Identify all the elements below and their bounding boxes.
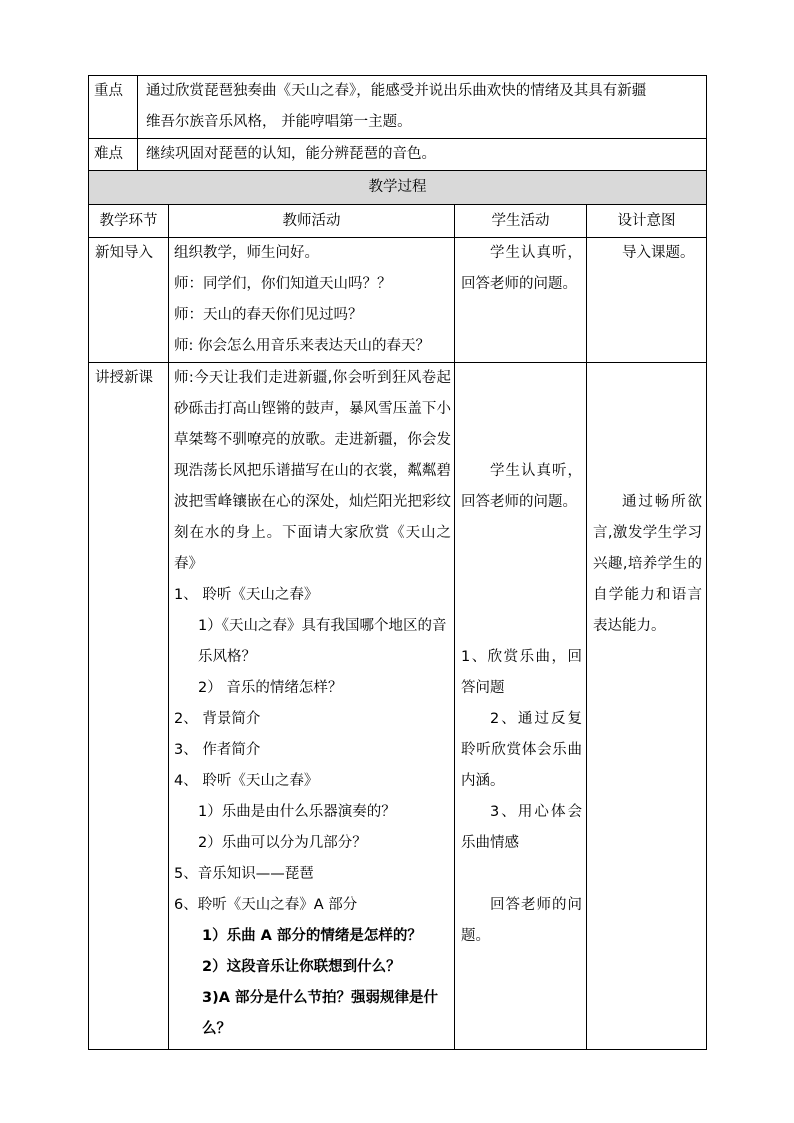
intent-text: 导入课题。 [622, 245, 695, 261]
teacher-item: 2）乐曲可以分为几部分？ [198, 835, 367, 851]
new-lesson-student-activity [455, 363, 587, 1050]
intro-stage: 新知导入 [89, 238, 169, 363]
student-text-b3: 3、用心体会乐曲情感 [461, 804, 582, 851]
teacher-item: 2） 音乐的情绪怎样？ [198, 680, 343, 696]
difficulty-line: 继续巩固对琵琶的认知，能分辨琵琶的音色。 [146, 146, 436, 162]
teacher-item: 2、 背景简介 [174, 711, 261, 727]
teacher-line: 组织教学，师生问好。 [174, 245, 319, 261]
student-text-a: 学生认真听，回答老师的问题。 [461, 463, 582, 510]
section-title: 教学过程 [89, 171, 707, 205]
teacher-item: 1）乐曲是由什么乐器演奏的？ [198, 804, 396, 820]
new-lesson-design-intent [587, 363, 707, 1050]
student-text-b1: 1、欣赏乐曲，回答问题 [461, 649, 582, 696]
focus-difficulty-table [88, 75, 707, 171]
focus-line: 维吾尔族音乐风格， 并能哼唱第一主题。 [146, 114, 412, 130]
header-teacher: 教师活动 [169, 205, 455, 238]
student-text-b4: 回答老师的问题。 [461, 897, 582, 944]
teacher-item: 6、聆听《天山之春》A 部分 [174, 897, 358, 913]
new-lesson-row [89, 363, 707, 1050]
teacher-item: 1）乐曲 A 部分的情绪是怎样的？ [202, 928, 422, 944]
focus-label: 重点 [89, 76, 138, 139]
teacher-item: 3)A 部分是什么节拍？强弱规律是什么？ [202, 990, 438, 1037]
teacher-item: 2）这段音乐让你联想到什么？ [202, 959, 401, 975]
teacher-paragraph: 师:今天让我们走进新疆,你会听到狂风卷起砂砾击打高山铿锵的鼓声，暴风雪压盖下小草桀骜不驯嘹亮的放歌。走进新疆，你会发现浩荡长风把乐谱描写在山的衣裳，粼粼碧波把雪峰镶嵌在心的深处，灿烂阳光把彩纹刻在水的身上。下面请大家欣赏《天山之春》 [174, 370, 451, 572]
student-text-b2: 2、通过反复聆听欣赏体会乐曲内涵。 [461, 711, 582, 789]
teacher-item: 5、音乐知识——琵琶 [174, 866, 314, 882]
new-lesson-stage: 讲授新课 [89, 363, 169, 1050]
focus-text [138, 76, 707, 139]
new-lesson-teacher-activity [169, 363, 455, 1050]
header-intent: 设计意图 [587, 205, 707, 238]
intro-row [89, 238, 707, 363]
teaching-process-table [88, 170, 707, 1050]
student-text: 学生认真听，回答老师的问题。 [461, 245, 582, 292]
teacher-item: 1、 聆听《天山之春》 [174, 587, 319, 603]
header-student: 学生活动 [455, 205, 587, 238]
intro-design-intent [587, 238, 707, 363]
teacher-item: 3、 作者简介 [174, 742, 261, 758]
focus-row [89, 76, 707, 139]
teacher-item: 4、 聆听《天山之春》 [174, 773, 319, 789]
section-title-row [89, 171, 707, 205]
difficulty-text [138, 139, 707, 171]
teacher-line: 师：天山的春天你们见过吗？ [174, 307, 363, 323]
intent-text: 通过畅所欲言,激发学生学习兴趣,培养学生的自学能力和语言表达能力。 [593, 494, 702, 634]
difficulty-row [89, 139, 707, 171]
header-stage: 教学环节 [89, 205, 169, 238]
teacher-items [174, 580, 451, 1045]
teacher-item: 1）《天山之春》具有我国哪个地区的音乐风格？ [198, 618, 447, 665]
teacher-line: 师: 你会怎么用音乐来表达天山的春天？ [174, 338, 430, 354]
header-row [89, 205, 707, 238]
focus-line: 通过欣赏琵琶独奏曲《天山之春》，能感受并说出乐曲欢快的情绪及其具有新疆 [146, 83, 647, 99]
intro-teacher-activity [169, 238, 455, 363]
teacher-line: 师：同学们，你们知道天山吗？？ [174, 276, 392, 292]
intro-student-activity [455, 238, 587, 363]
difficulty-label: 难点 [89, 139, 138, 171]
